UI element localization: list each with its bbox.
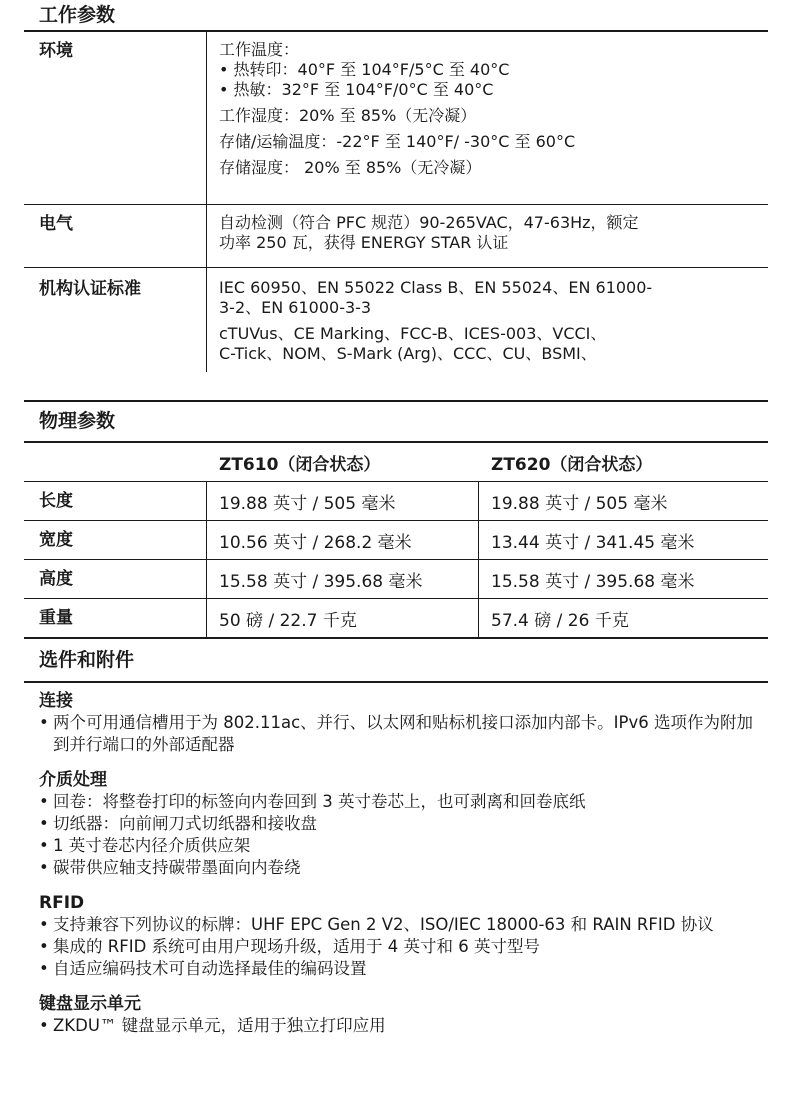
agency-value bbox=[206, 268, 768, 372]
list-item: • ZKDU™ 键盘显示单元，适用于独立打印应用 bbox=[39, 1015, 768, 1037]
physical-title: 物理参数 bbox=[39, 410, 116, 432]
list-item-text: 集成的 RFID 系统可由用户现场升级，适用于 4 英寸和 6 英寸型号 bbox=[53, 937, 540, 956]
electrical-line: 自动检测（符合 PFC 规范）90-265VAC，47-63Hz，额定 bbox=[219, 213, 639, 232]
electrical-line: 功率 250 瓦，获得 ENERGY STAR 认证 bbox=[219, 233, 509, 252]
environment-value bbox=[206, 32, 768, 204]
group-items bbox=[24, 1015, 768, 1037]
list-item-text: 碳带供应轴支持碳带墨面向内卷绕 bbox=[53, 858, 301, 877]
list-item: • 1 英寸卷芯内径介质供应架 bbox=[39, 835, 768, 857]
list-item-text: 自适应编码技术可自动选择最佳的编码设置 bbox=[53, 959, 367, 978]
zt620-value: 19.88 英寸 / 505 毫米 bbox=[478, 482, 768, 520]
col-zt620: ZT620（闭合状态） bbox=[491, 454, 653, 475]
table-row bbox=[24, 521, 768, 559]
list-item-text: ZKDU™ 键盘显示单元，适用于独立打印应用 bbox=[53, 1016, 386, 1035]
list-item: • 碳带供应轴支持碳带墨面向内卷绕 bbox=[39, 857, 768, 879]
storage-humidity: 存储湿度： 20% 至 85%（无冷凝） bbox=[219, 158, 482, 177]
agency-line: cTUVus、CE Marking、FCC-B、ICES-003、VCCI、 bbox=[219, 324, 607, 343]
divider bbox=[24, 681, 768, 683]
list-item: • 回卷：将整卷打印的标签向内卷回到 3 英寸卷芯上，也可剥离和回卷底纸 bbox=[39, 791, 768, 813]
temp-item: • 热转印：40°F 至 104°F/5°C 至 40°C bbox=[219, 60, 768, 80]
group-items bbox=[24, 914, 768, 980]
zt620-value: 15.58 英寸 / 395.68 毫米 bbox=[478, 560, 768, 598]
zt620-value: 57.4 磅 / 26 千克 bbox=[478, 599, 768, 637]
options-list bbox=[24, 691, 768, 1037]
operating-title: 工作参数 bbox=[39, 4, 116, 26]
group-title: RFID bbox=[39, 893, 85, 913]
list-item: • 集成的 RFID 系统可由用户现场升级，适用于 4 英寸和 6 英寸型号 bbox=[39, 936, 768, 958]
storage-temp: 存储/运输温度：-22°F 至 140°F/ -30°C 至 60°C bbox=[219, 132, 576, 151]
group-title: 键盘显示单元 bbox=[39, 994, 141, 1014]
environment-label: 环境 bbox=[39, 41, 73, 61]
agency-row bbox=[24, 268, 768, 372]
list-item-text: 回卷：将整卷打印的标签向内卷回到 3 英寸卷芯上，也可剥离和回卷底纸 bbox=[53, 792, 586, 811]
agency-line: IEC 60950、EN 55022 Class B、EN 55024、EN 61000- bbox=[219, 278, 653, 297]
list-item: • 切纸器：向前闸刀式切纸器和接收盘 bbox=[39, 813, 768, 835]
row-label: 长度 bbox=[39, 491, 73, 511]
zt610-value: 10.56 英寸 / 268.2 毫米 bbox=[206, 521, 478, 559]
row-label: 宽度 bbox=[39, 530, 73, 550]
list-item: • 两个可用通信槽用于为 802.11ac、并行、以太网和贴标机接口添加内部卡。IPv6 选项作为附加到并行端口的外部适配器 bbox=[39, 712, 768, 756]
table-row bbox=[24, 560, 768, 598]
col-zt610: ZT610（闭合状态） bbox=[219, 454, 381, 475]
agency-line: C-Tick、NOM、S-Mark (Arg)、CCC、CU、BSMI、 bbox=[219, 344, 597, 363]
list-item: • 支持兼容下列协议的标牌：UHF EPC Gen 2 V2、ISO/IEC 18000-63 和 RAIN RFID 协议 bbox=[39, 914, 768, 936]
list-item-text: 两个可用通信槽用于为 802.11ac、并行、以太网和贴标机接口添加内部卡。IPv6 选项作为附加到并行端口的外部适配器 bbox=[53, 713, 753, 754]
row-label: 重量 bbox=[39, 608, 73, 628]
group-title: 介质处理 bbox=[39, 770, 107, 790]
electrical-label: 电气 bbox=[39, 214, 73, 234]
humidity: 工作湿度：20% 至 85%（无冷凝） bbox=[219, 106, 477, 125]
electrical-value bbox=[206, 205, 768, 267]
list-item-text: 1 英寸卷芯内径介质供应架 bbox=[53, 836, 251, 855]
list-item-text: 切纸器：向前闸刀式切纸器和接收盘 bbox=[53, 814, 317, 833]
agency-label: 机构认证标准 bbox=[39, 279, 141, 299]
temp-item: • 热敏：32°F 至 104°F/0°C 至 40°C bbox=[219, 80, 768, 100]
agency-line: 3-2、EN 61000-3-3 bbox=[219, 298, 372, 317]
physical-header-row bbox=[24, 443, 768, 481]
spec-sheet bbox=[24, 0, 768, 1037]
table-row bbox=[24, 482, 768, 520]
agency-group-1 bbox=[219, 278, 768, 318]
list-item: • 自适应编码技术可自动选择最佳的编码设置 bbox=[39, 958, 768, 980]
environment-row bbox=[24, 32, 768, 204]
zt610-value: 15.58 英寸 / 395.68 毫米 bbox=[206, 560, 478, 598]
row-label: 高度 bbox=[39, 569, 73, 589]
physical-table bbox=[24, 443, 768, 637]
group-items bbox=[24, 791, 768, 879]
electrical-row bbox=[24, 205, 768, 267]
group-title: 连接 bbox=[39, 691, 73, 711]
group-items bbox=[24, 712, 768, 756]
zt610-value: 19.88 英寸 / 505 毫米 bbox=[206, 482, 478, 520]
zt610-value: 50 磅 / 22.7 千克 bbox=[206, 599, 478, 637]
zt620-value: 13.44 英寸 / 341.45 毫米 bbox=[478, 521, 768, 559]
table-row bbox=[24, 599, 768, 637]
options-title: 选件和附件 bbox=[39, 649, 135, 671]
operating-temp bbox=[219, 40, 768, 100]
list-item-text: 支持兼容下列协议的标牌：UHF EPC Gen 2 V2、ISO/IEC 18000-63 和 RAIN RFID 协议 bbox=[53, 915, 714, 934]
temp-heading: 工作温度： bbox=[219, 40, 300, 59]
